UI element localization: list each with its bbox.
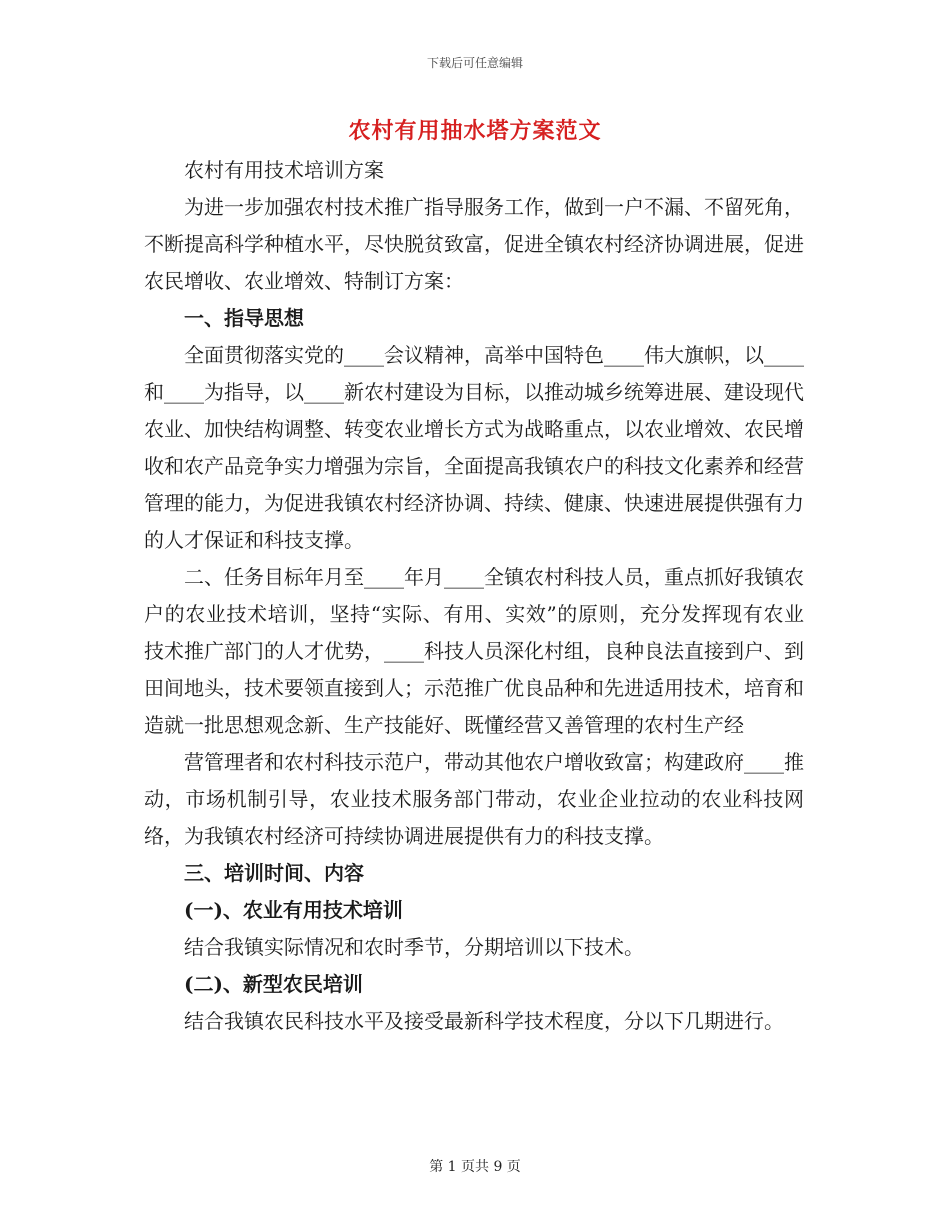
paragraph-intro: 为进一步加强农村技术推广指导服务工作，做到一户不漏、不留死角，不断提高科学种植水平，尽快脱贫致富，促进全镇农村经济协调进展，促进农民增收、农业增效、特制订方案： [144, 195, 804, 293]
paragraph-guiding-ideology: 全面贯彻落实党的____会议精神，高举中国特色____伟大旗帜，以____和____为指导，以____新农村建设为目标，以推动城乡统筹进展、建设现代农业、加快结构调整、转变农业增长方式为战略重点，以农业增效、农民增收和农产品竞争实力增强为宗旨，全面提高我镇农户的科技文化素养和经营管理的能力，为促进我镇农村经济协调、持续、健康、快速进展提供强有力的人才保证和科技支撑。 [144, 343, 804, 552]
document-title: 农村有用抽水塔方案范文 [348, 118, 602, 144]
paragraph-task-goals: 二、任务目标年月至____年月____全镇农村科技人员，重点抓好我镇农户的农业技术培训，坚持“实际、有用、实效”的原则，充分发挥现有农业技术推广部门的人才优势，____科技人员深化村组，良种良法直接到户、到田间地头，技术要领直接到人；示范推广优良品种和先进适用技术，培育和造就一批思想观念新、生产技能好、既懂经营又善管理的农村生产经 [144, 565, 804, 737]
section-heading-training-time: 三、培训时间、内容 [184, 861, 364, 885]
section-heading-guiding-ideology: 一、指导思想 [184, 306, 304, 330]
paragraph-task-goals-continued: 营管理者和农村科技示范户，带动其他农户增收致富；构建政府____推动，市场机制引导，农业技术服务部门带动，农业企业拉动的农业科技网络，为我镇农村经济可持续协调进展提供有力的科技支撑。 [144, 750, 804, 848]
paragraph-practical-tech: 结合我镇实际情况和农时季节，分期培训以下技术。 [184, 935, 644, 959]
page-footer-number: 第 1 页共 9 页 [429, 1159, 521, 1175]
paragraph-subtitle: 农村有用技术培训方案 [184, 158, 384, 182]
document-body [144, 152, 804, 1040]
paragraph-new-farmer: 结合我镇农民科技水平及接受最新科学技术程度，分以下几期进行。 [184, 1009, 784, 1033]
subsection-heading-practical-tech: (一)、农业有用技术培训 [184, 898, 403, 922]
page-header-note: 下载后可任意编辑 [426, 56, 523, 70]
subsection-heading-new-farmer: (二)、新型农民培训 [184, 972, 363, 996]
